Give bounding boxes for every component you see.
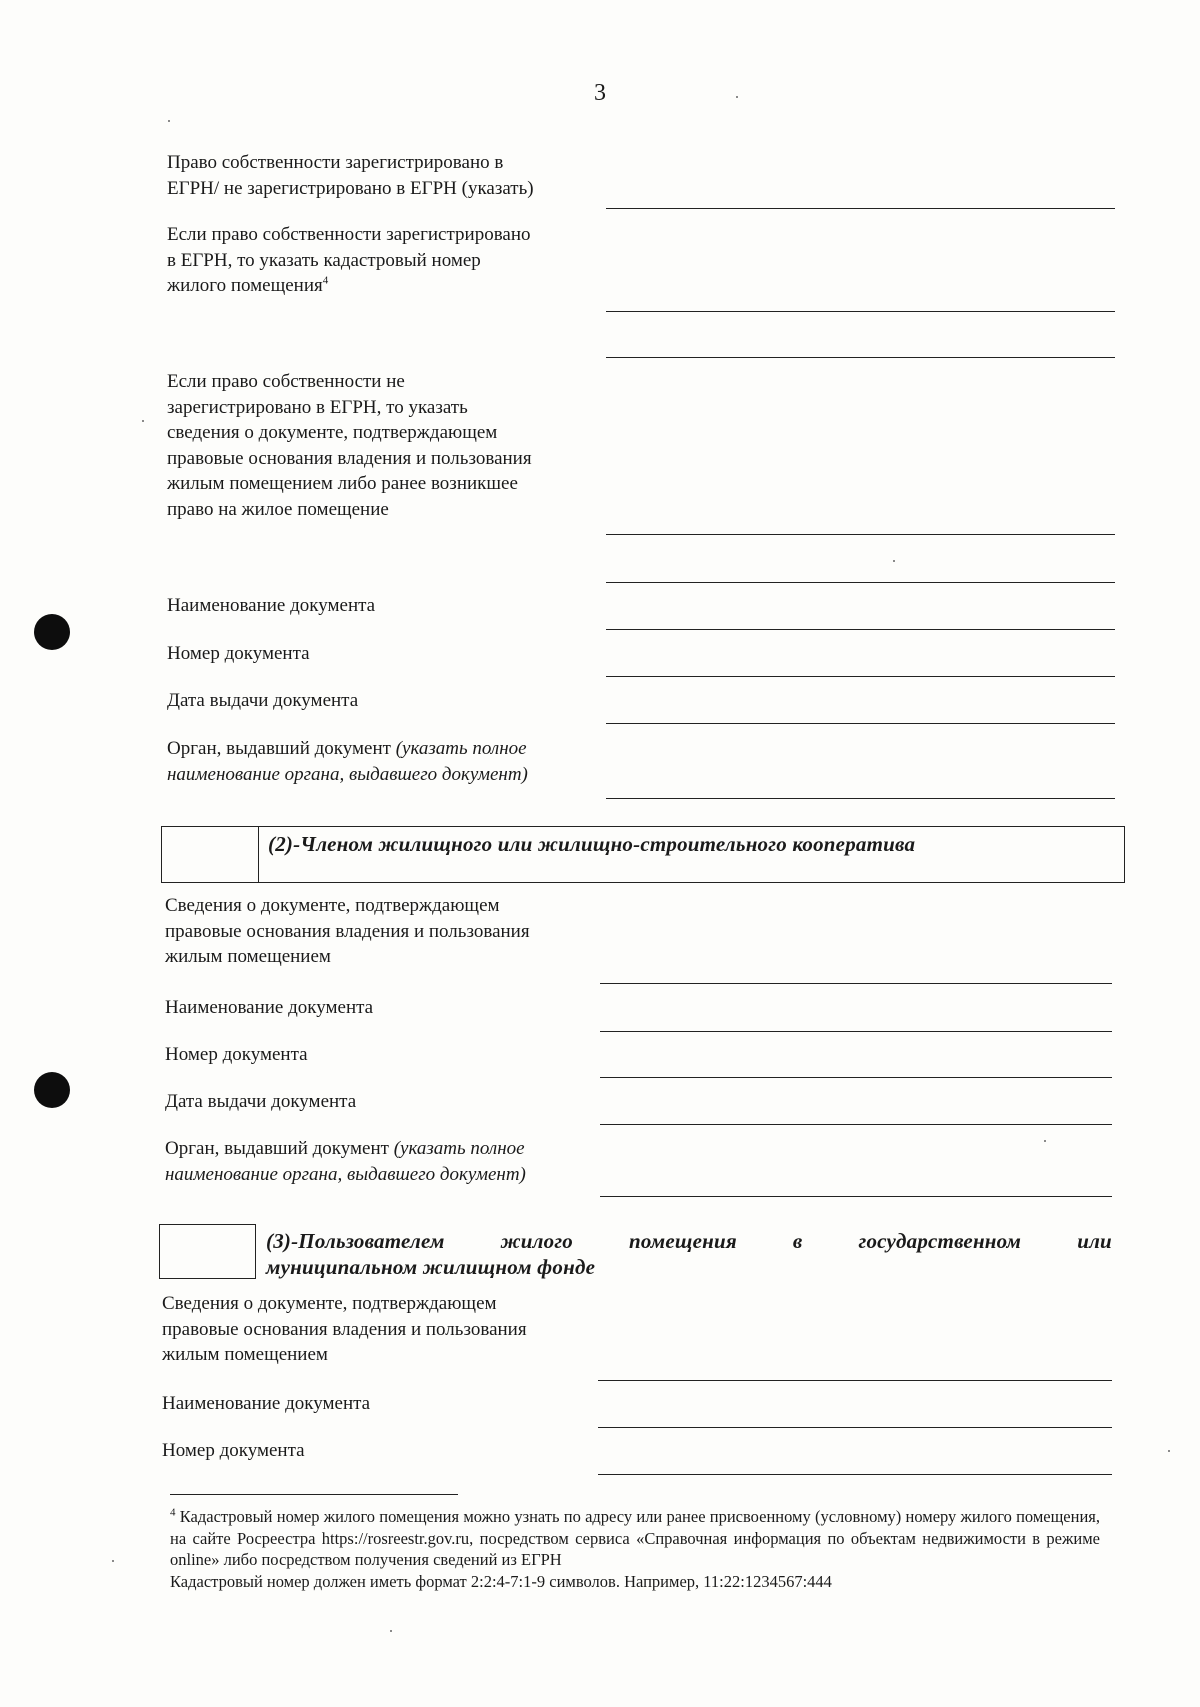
scan-speck — [1044, 1140, 1046, 1142]
page-number: 3 — [594, 80, 606, 106]
s3-doc-number-label: Номер документа — [162, 1440, 305, 1461]
s2-title: (2)-Членом жилищного или жилищно-строительного кооператива — [268, 832, 916, 856]
s3-doc-name-field[interactable] — [598, 1427, 1112, 1428]
s1-doc-number-label: Номер документа — [167, 643, 310, 664]
s1-issuer-label: Орган, выдавший документ (указать полное наименование органа, выдавшего документ) — [167, 738, 528, 785]
s2-doc-date-field[interactable] — [600, 1124, 1112, 1125]
s2-issuer-label: Орган, выдавший документ (указать полное наименование органа, выдавшего документ) — [165, 1138, 526, 1185]
s2-doc-name-label: Наименование документа — [165, 997, 374, 1018]
s3-checkbox[interactable] — [159, 1224, 256, 1279]
cadastral-field-line-2[interactable] — [606, 357, 1115, 358]
s3-doc-name-label: Наименование документа — [162, 1393, 371, 1414]
s2-issuer-field[interactable] — [600, 1196, 1112, 1197]
punch-hole-bottom — [34, 1072, 70, 1108]
scan-speck — [736, 96, 738, 98]
s2-doc-date-label: Дата выдачи документа — [165, 1091, 357, 1112]
unregistered-label: Если право собственности не зарегистрировано в ЕГРН, то указать сведения о документе, подтверждающем правовые основания владения и пользования жилым помещением либо ранее возникшее право на жилое помещение — [167, 371, 532, 520]
footnote-separator — [170, 1494, 458, 1495]
s2-basis-field[interactable] — [600, 983, 1112, 984]
unregistered-field-line-1[interactable] — [606, 534, 1115, 535]
s2-doc-number-label: Номер документа — [165, 1044, 308, 1065]
s3-title-line-2: муниципальном жилищном фонде — [266, 1255, 596, 1279]
s1-doc-date-label: Дата выдачи документа — [167, 690, 359, 711]
scan-speck — [1168, 1450, 1170, 1452]
scan-speck — [390, 1630, 392, 1632]
unregistered-field-line-2[interactable] — [606, 582, 1115, 583]
punch-hole-top — [34, 614, 70, 650]
s1-doc-number-field[interactable] — [606, 676, 1115, 677]
scan-speck — [112, 1560, 114, 1562]
s1-doc-date-field[interactable] — [606, 723, 1115, 724]
scan-speck — [893, 560, 895, 562]
s1-doc-name-field[interactable] — [606, 629, 1115, 630]
s3-basis-label: Сведения о документе, подтверждающем правовые основания владения и пользования жилым помещением — [162, 1293, 527, 1365]
s2-basis-label: Сведения о документе, подтверждающем правовые основания владения и пользования жилым помещением — [165, 895, 530, 967]
registered-field[interactable] — [606, 208, 1115, 209]
s1-doc-name-label: Наименование документа — [167, 595, 376, 616]
cadastral-label: Если право собственности зарегистрировано в ЕГРН, то указать кадастровый номер жилого помещения$^4$ — [167, 224, 531, 296]
registered-label: Право собственности зарегистрировано в ЕГРН/ не зарегистрировано в ЕГРН (указать) — [167, 152, 534, 199]
scan-speck — [142, 420, 144, 422]
footnote: $^4$ Кадастровый номер жилого помещения можно узнать по адресу или ранее присвоенному (условному) номеру жилого помещения, на сайте Росреестра https://rosreestr.gov.ru, посредством сервиса «Справочная информация по объектам недвижимости в режиме online» либо посредством получения сведений из ЕГРН Кадастровый номер должен иметь формат 2:2:4-7:1-9 символов. Например, 11:22:1234567:444 — [170, 1506, 1101, 1591]
s3-basis-field[interactable] — [598, 1380, 1112, 1381]
scan-speck — [168, 120, 170, 122]
footnote-mark: 4 — [170, 1506, 176, 1519]
s1-issuer-field[interactable] — [606, 798, 1115, 799]
footnote-ref: 4 — [322, 274, 329, 287]
s3-title-line-1: (3)-Пользователем жилого помещения в государственном или — [266, 1229, 1112, 1253]
s2-doc-number-field[interactable] — [600, 1077, 1112, 1078]
s2-checkbox[interactable] — [161, 826, 259, 883]
cadastral-field-line-1[interactable] — [606, 311, 1115, 312]
s3-doc-number-field[interactable] — [598, 1474, 1112, 1475]
s3-title — [266, 1228, 1112, 1280]
s2-doc-name-field[interactable] — [600, 1031, 1112, 1032]
